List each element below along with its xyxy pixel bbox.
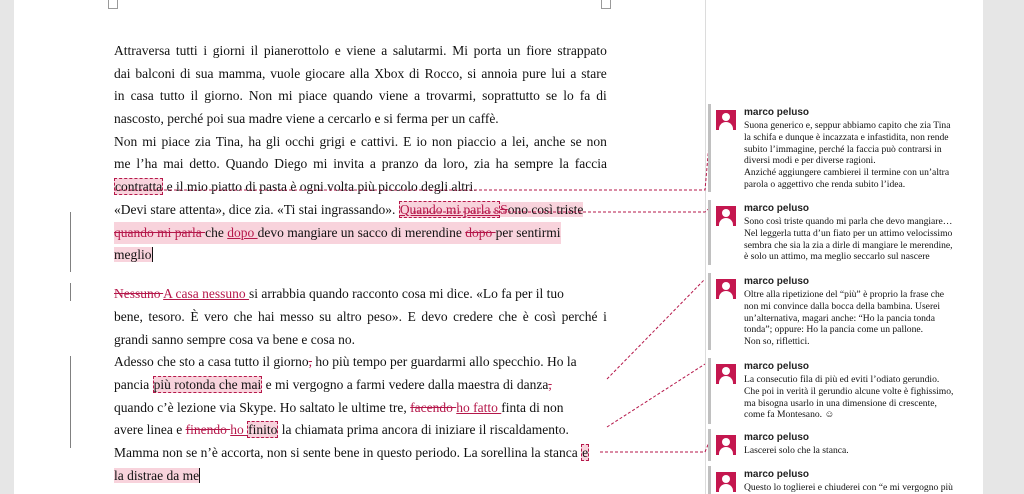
- word: da: [424, 156, 438, 172]
- comment-line: diversi modi e per diverse ragioni.: [744, 155, 876, 167]
- word: è: [522, 308, 529, 324]
- user-avatar-icon: [716, 364, 736, 384]
- word: in: [114, 88, 125, 104]
- word: quando: [333, 88, 373, 104]
- word: casa: [130, 88, 154, 104]
- word: pianerottolo: [263, 43, 330, 58]
- word: piace: [161, 133, 190, 149]
- word: Attraversa: [114, 43, 171, 58]
- comment-connector: [607, 364, 705, 427]
- word: che: [233, 308, 253, 324]
- word: e: [350, 133, 357, 149]
- word: di: [409, 65, 420, 81]
- comment-line: parola o aggettivo che renda subito l’idea.: [744, 178, 906, 190]
- comment-line: Che poi in verità il gerundio alcune volte è fighissimo,: [744, 385, 954, 397]
- word: messo: [280, 308, 314, 324]
- word: occhi: [285, 133, 315, 149]
- comment-line: Anziché aggiungere cambierei il termine con un’altra: [744, 167, 950, 179]
- comment-anchor-3[interactable]: più rotonda che mai: [153, 377, 262, 393]
- user-avatar-icon: [716, 206, 736, 226]
- deleted-text[interactable]: Nessuno: [114, 286, 164, 302]
- comment-anchor-6[interactable]: la distrae da me: [114, 467, 200, 483]
- text-run: per sentirmi: [495, 224, 561, 240]
- word: zia: [474, 156, 490, 172]
- word: ha: [248, 133, 262, 149]
- word: faccia: [574, 156, 607, 172]
- word: soprattutto: [482, 88, 540, 104]
- word: alla: [349, 65, 370, 81]
- word: altro: [336, 308, 362, 324]
- comment-connector: [607, 279, 705, 379]
- comment-balloon[interactable]: [708, 429, 976, 461]
- text-run: devo mangiare un sacco di merendine: [257, 224, 466, 240]
- word: si: [467, 65, 477, 81]
- word: vero: [204, 308, 229, 324]
- word: di: [596, 88, 607, 104]
- text-run: e mi vergogno a farmi vedere dalla maestra di danza: [262, 377, 549, 393]
- comment-line: Sono così triste quando mi parla che devo mangiare…: [744, 216, 953, 227]
- word: detto.: [189, 156, 220, 172]
- comment-author: marco peluso: [744, 203, 810, 214]
- word: che: [498, 308, 518, 324]
- word: Non: [114, 133, 138, 149]
- comment-balloon[interactable]: [708, 104, 976, 192]
- text-run: «Devi stare attenta», dice zia. «Ti stai ingrassando».: [114, 201, 399, 217]
- word: fa: [579, 88, 591, 104]
- word: Non: [248, 88, 273, 104]
- word: stare: [581, 65, 607, 81]
- word: Quando: [225, 156, 269, 172]
- word: bene,: [114, 308, 143, 324]
- comment-line: tonda”; oppure: Ho la pancia come un pallone.: [744, 324, 924, 336]
- word: il: [250, 43, 259, 58]
- comment-line: non mi convince dalla bocca della bambina. Userei: [744, 300, 941, 312]
- word: piaccio: [457, 133, 497, 149]
- comment-author: marco peluso: [744, 107, 810, 118]
- comment-line: Non so, riflettici.: [744, 336, 810, 348]
- text-line: grandi sanno sempre cosa va bene e cosa no.: [114, 331, 356, 347]
- inserted-text[interactable]: ho fatto: [456, 399, 502, 415]
- deleted-text[interactable]: quando mi parla: [114, 224, 206, 240]
- word: tutti: [175, 43, 198, 58]
- word: a: [501, 133, 508, 149]
- user-avatar-icon: [716, 279, 736, 299]
- word: su: [319, 308, 332, 324]
- comment-text: [744, 289, 980, 348]
- text-run: meglio: [114, 247, 152, 263]
- word: Diego: [274, 156, 308, 172]
- comment-balloon[interactable]: [708, 200, 976, 265]
- comment-text: [744, 445, 980, 457]
- comment-accent-bar: [708, 358, 711, 424]
- word: non: [431, 133, 453, 149]
- comment-connector: [114, 110, 712, 190]
- text-run: avere linea e: [114, 422, 186, 438]
- word: i: [203, 43, 208, 58]
- word: Rocco,: [424, 65, 463, 81]
- comment-accent-bar: [708, 466, 711, 494]
- inserted-text[interactable]: ho: [230, 422, 248, 438]
- word: viene: [378, 88, 409, 104]
- word: grigi: [319, 133, 346, 149]
- word: ha: [495, 156, 509, 172]
- word: io: [416, 133, 427, 149]
- comment-line: un’alternativa, magari anche: “Ho la pancia tonda: [744, 312, 935, 324]
- word: peso».: [367, 308, 403, 324]
- word: mi: [313, 156, 328, 172]
- comment-accent-bar: [708, 429, 711, 461]
- word: fiore: [526, 43, 552, 58]
- deleted-text[interactable]: facendo: [410, 399, 457, 415]
- word: sua: [195, 65, 214, 81]
- word: perché: [561, 308, 598, 324]
- text-run: Adesso che sto a casa tutto il giorno: [114, 354, 309, 370]
- word: loro,: [443, 156, 469, 172]
- user-avatar-icon: [716, 435, 736, 455]
- word: me: [114, 156, 131, 172]
- word: vuole: [270, 65, 301, 81]
- word: pranzo: [381, 156, 419, 172]
- text-run: che: [205, 224, 228, 240]
- comment-line: Questo lo toglierei e chiuderei con “e mi vergogno più: [744, 482, 953, 493]
- comment-text: [744, 120, 980, 191]
- word: e: [334, 43, 341, 58]
- word: tesoro.: [148, 308, 185, 324]
- comment-balloon[interactable]: [708, 358, 976, 424]
- text-run: ho più tempo per guardarmi allo specchio. Ho la: [311, 354, 577, 370]
- word: la: [559, 156, 569, 172]
- word: gli: [266, 133, 281, 149]
- text-run: pancia: [114, 377, 153, 393]
- word: devo: [421, 308, 448, 324]
- text-run: si arrabbia quando racconto cosa mi dice. «Lo fa per il tuo: [249, 286, 564, 302]
- word: Mi: [452, 43, 468, 58]
- word: a: [414, 88, 421, 104]
- word: È: [190, 308, 199, 324]
- comment-line: Oltre alla ripetizione del “più” è proprio la frase che: [744, 289, 945, 300]
- word: a: [381, 43, 388, 58]
- comment-author: marco peluso: [744, 276, 810, 287]
- word: credere: [453, 308, 493, 324]
- text-run: finta di non: [501, 399, 564, 415]
- comment-line: La consecutio fila di più ed eviti l’odiato gerundio.: [744, 374, 940, 385]
- word: così: [534, 308, 557, 324]
- comment-anchor-4[interactable]: finito: [248, 422, 278, 438]
- word: pure: [522, 65, 547, 81]
- deleted-text[interactable]: S: [500, 201, 508, 217]
- word: non: [586, 133, 607, 149]
- word: strappato: [557, 43, 607, 58]
- word: tutto: [159, 88, 185, 104]
- comment-line: ma bisogna usarlo in una dimensione di crescente,: [744, 397, 937, 409]
- comment-text: [744, 216, 980, 263]
- word: lo: [563, 88, 574, 104]
- comment-line: subito l’immagine, perché la faccia può contrarsi in: [744, 143, 942, 155]
- comment-line: come fa Montesano. ☺: [744, 409, 835, 421]
- word: l’ha: [136, 156, 158, 172]
- word: hai: [257, 308, 275, 324]
- text-run: quando c’è lezione via Skype. Ho saltato le ultime tre,: [114, 399, 411, 415]
- word: mi: [278, 88, 293, 104]
- comment-accent-bar: [708, 200, 711, 265]
- word: a: [369, 156, 376, 172]
- word: E: [403, 133, 412, 149]
- comment-author: marco peluso: [744, 469, 810, 480]
- comment-anchor-1[interactable]: contratta: [115, 179, 163, 195]
- deleted-text[interactable]: ,: [308, 354, 312, 370]
- word: mamma,: [218, 65, 266, 81]
- word: E: [407, 308, 416, 324]
- comment-author: marco peluso: [744, 361, 810, 372]
- word: piace: [298, 88, 327, 104]
- text-line: nascosto, perché poi sua madre viene a cercarlo e si ferma per un caffè.: [114, 111, 499, 127]
- comment-line: è solo un attimo, ma meglio seccarlo sul nascere: [744, 251, 930, 263]
- comment-line: la schifa e dunque è incazzata e infastidita, non rende: [744, 131, 949, 143]
- word: Tina,: [215, 133, 244, 149]
- text-run: Mamma non se n’è accorta, non si sente bene in questo periodo. La sorellina la stanca: [114, 445, 582, 461]
- comment-author: marco peluso: [744, 432, 810, 443]
- word: se: [570, 133, 582, 149]
- deleted-text[interactable]: finendo: [185, 422, 231, 438]
- word: dai: [114, 65, 131, 81]
- comment-anchor-5[interactable]: e: [582, 445, 589, 461]
- word: il: [190, 88, 199, 104]
- word: balconi: [135, 65, 176, 81]
- word: a: [570, 65, 577, 81]
- word: Xbox: [374, 65, 405, 81]
- comment-line: Nel leggerla tutta d’un fiato per un attimo velocissimo: [744, 227, 953, 239]
- deleted-text[interactable]: ,: [548, 377, 552, 393]
- word: lei,: [512, 133, 529, 149]
- text-run: la chiamata prima ancora di iniziare il riscaldamento.: [278, 422, 569, 438]
- comment-connector: [600, 435, 712, 452]
- user-avatar-icon: [716, 110, 736, 130]
- word: anche: [533, 133, 566, 149]
- word: viene: [346, 43, 376, 58]
- comment-line: Lascerei solo che la stanca.: [744, 445, 849, 456]
- word: giocare: [305, 65, 345, 81]
- user-avatar-icon: [716, 472, 736, 492]
- deleted-text[interactable]: dopo: [465, 224, 496, 240]
- word: giorni: [212, 43, 245, 58]
- word: i: [603, 308, 607, 324]
- comment-balloon[interactable]: [708, 273, 976, 350]
- word: mi: [142, 133, 157, 149]
- comment-anchor-2[interactable]: Quando mi parla s: [399, 201, 500, 217]
- word: giorno.: [204, 88, 243, 104]
- word: mai: [163, 156, 184, 172]
- inserted-text[interactable]: dopo: [227, 224, 258, 240]
- inserted-text[interactable]: A casa nessuno: [163, 286, 249, 302]
- word: trovarmi,: [426, 88, 477, 104]
- word: un: [507, 43, 521, 58]
- text-run: e il mio piatto di pasta è ogni volta più piccolo degli altri.: [163, 179, 477, 195]
- comment-accent-bar: [708, 104, 711, 192]
- word: sempre: [514, 156, 554, 172]
- text-run: ono così triste: [507, 201, 584, 217]
- word: porta: [473, 43, 502, 58]
- word: cattivi.: [361, 133, 399, 149]
- word: se: [545, 88, 558, 104]
- comment-balloon[interactable]: [708, 466, 976, 494]
- comment-line: Suona generico e, seppur abbiamo capito che zia Tina: [744, 120, 951, 131]
- word: salutarmi.: [392, 43, 447, 58]
- comment-connector: [413, 206, 712, 212]
- word: zia: [194, 133, 211, 149]
- comment-text: [744, 482, 980, 494]
- word: annoia: [481, 65, 518, 81]
- comment-line: sembra che sia la zia a dirle di mangiare le merendine,: [744, 239, 953, 251]
- word: di: [180, 65, 191, 81]
- word: invita: [333, 156, 365, 172]
- comment-accent-bar: [708, 273, 711, 350]
- comment-text: [744, 374, 980, 421]
- word: lui: [551, 65, 566, 81]
